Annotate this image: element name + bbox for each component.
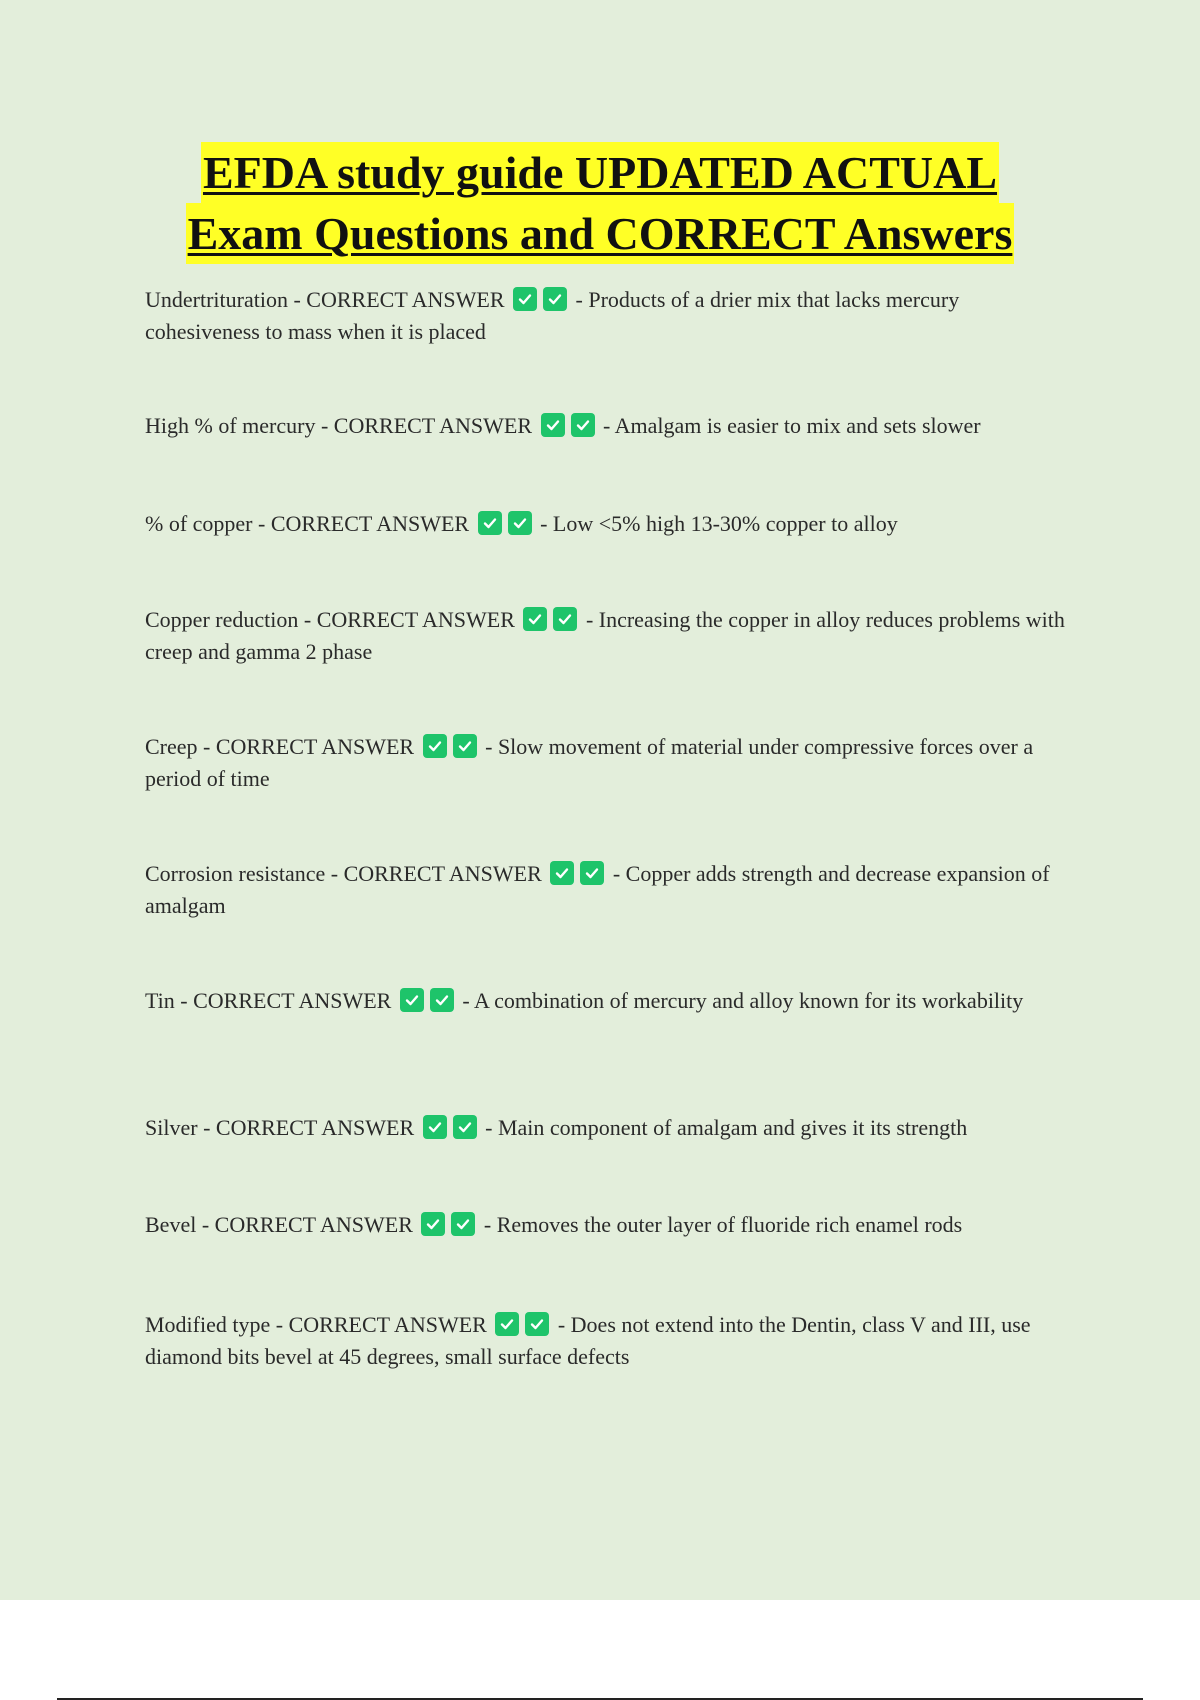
checkmark-icon [430, 988, 454, 1012]
qa-definition: Removes the outer layer of fluoride rich enamel rods [496, 1212, 963, 1237]
checkmark-icon [423, 1115, 447, 1139]
checkmark-icon [453, 734, 477, 758]
checkmark-icon [508, 511, 532, 535]
qa-term: Copper reduction [145, 607, 299, 632]
qa-term: High % of mercury [145, 413, 316, 438]
qa-item: Modified type - CORRECT ANSWER - Does not extend into the Dentin, class V and III, use diamond bits bevel at 45 degrees, small surface defects [145, 1312, 1031, 1369]
page-footer [0, 1600, 1200, 1700]
checkmark-icon [421, 1212, 445, 1236]
qa-definition: Slow movement of material under compressive forces over a period of time [145, 734, 1034, 791]
qa-term: Bevel [145, 1212, 197, 1237]
title-line-2: Exam Questions and CORRECT Answers [186, 203, 1015, 264]
qa-term: Silver [145, 1115, 198, 1140]
qa-item: High % of mercury - CORRECT ANSWER - Amalgam is easier to mix and sets slower [145, 413, 981, 438]
checkmark-icon [451, 1212, 475, 1236]
answer-marker: CORRECT ANSWER [343, 861, 542, 886]
answer-marker: CORRECT ANSWER [193, 988, 392, 1013]
checkmark-icon [478, 511, 502, 535]
checkmark-icon [523, 607, 547, 631]
qa-definition: A combination of mercury and alloy known for its workability [473, 988, 1024, 1013]
qa-item: Tin - CORRECT ANSWER - A combination of mercury and alloy known for its workability [145, 988, 1024, 1013]
checkmark-icon [525, 1312, 549, 1336]
qa-definition: Products of a drier mix that lacks mercury cohesiveness to mass when it is placed [145, 287, 960, 344]
qa-definition: Amalgam is easier to mix and sets slower [614, 413, 981, 438]
qa-term: Corrosion resistance [145, 861, 326, 886]
checkmark-icon [400, 988, 424, 1012]
qa-definition: Copper adds strength and decrease expansion of amalgam [145, 861, 1050, 918]
qa-item: Silver - CORRECT ANSWER - Main component of amalgam and gives it its strength [145, 1115, 968, 1140]
checkmark-icon [423, 734, 447, 758]
qa-item: Undertrituration - CORRECT ANSWER - Products of a drier mix that lacks mercury cohesiveness to mass when it is placed [145, 287, 960, 344]
qa-term: % of copper [145, 511, 253, 536]
checkmark-icon [550, 861, 574, 885]
answer-marker: CORRECT ANSWER [288, 1312, 487, 1337]
qa-term: Tin [145, 988, 175, 1013]
qa-term: Modified type [145, 1312, 271, 1337]
qa-item: Copper reduction - CORRECT ANSWER - Increasing the copper in alloy reduces problems with creep and gamma 2 phase [145, 607, 1065, 664]
answer-marker: CORRECT ANSWER [214, 1212, 413, 1237]
checkmark-icon [580, 861, 604, 885]
qa-definition: Main component of amalgam and gives it its strength [497, 1115, 968, 1140]
answer-marker: CORRECT ANSWER [215, 1115, 415, 1140]
checkmark-icon [571, 413, 595, 437]
qa-item: Bevel - CORRECT ANSWER - Removes the outer layer of fluoride rich enamel rods [145, 1212, 963, 1237]
qa-item: Corrosion resistance - CORRECT ANSWER - Copper adds strength and decrease expansion of amalgam [145, 861, 1050, 918]
qa-definition: Does not extend into the Dentin, class V and III, use diamond bits bevel at 45 degrees, small surface defects [145, 1312, 1031, 1369]
qa-term: Creep [145, 734, 198, 759]
title-line-1: EFDA study guide UPDATED ACTUAL [201, 142, 999, 203]
document-title [0, 142, 1200, 264]
checkmark-icon [553, 607, 577, 631]
checkmark-icon [453, 1115, 477, 1139]
checkmark-icon [541, 413, 565, 437]
answer-marker: CORRECT ANSWER [270, 511, 470, 536]
qa-item: % of copper - CORRECT ANSWER - Low <5% high 13-30% copper to alloy [145, 511, 898, 536]
qa-definition: Low <5% high 13-30% copper to alloy [552, 511, 898, 536]
checkmark-icon [495, 1312, 519, 1336]
qa-definition: Increasing the copper in alloy reduces problems with creep and gamma 2 phase [145, 607, 1065, 664]
qa-item: Creep - CORRECT ANSWER - Slow movement of material under compressive forces over a period of time [145, 734, 1034, 791]
checkmark-icon [543, 287, 567, 311]
checkmark-icon [513, 287, 537, 311]
answer-marker: CORRECT ANSWER [316, 607, 515, 632]
answer-marker: CORRECT ANSWER [333, 413, 533, 438]
qa-term: Undertrituration [145, 287, 288, 312]
answer-marker: CORRECT ANSWER [306, 287, 505, 312]
answer-marker: CORRECT ANSWER [215, 734, 415, 759]
